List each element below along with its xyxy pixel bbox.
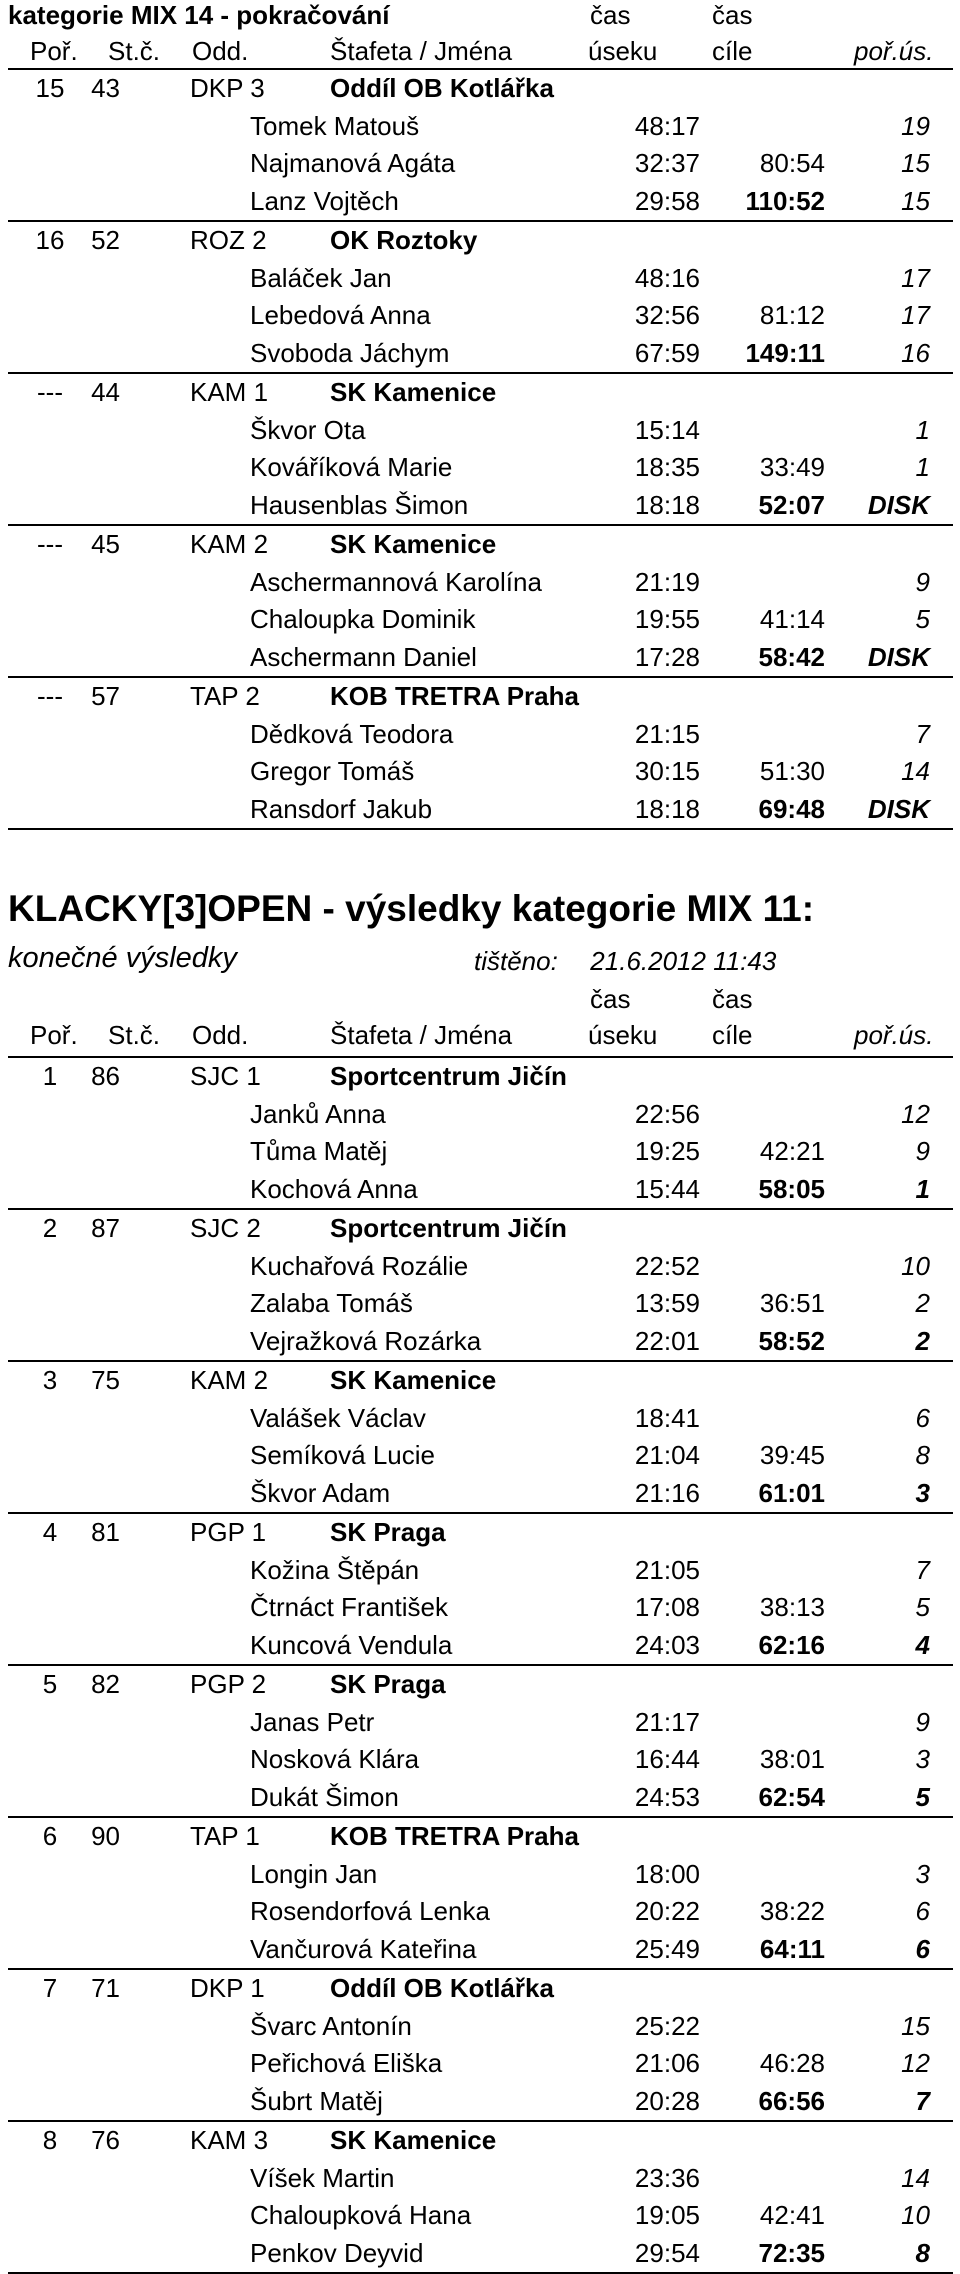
member-name: Dukát Šimon xyxy=(250,1781,399,1812)
header-cas-split: čas xyxy=(590,0,631,30)
header-cile: cíle xyxy=(712,1020,753,1050)
member-name: Chaloupka Dominik xyxy=(250,604,476,634)
member-finish-time: 58:52 xyxy=(758,1325,825,1356)
member-split-time: 32:37 xyxy=(634,148,700,178)
team-row xyxy=(0,1362,960,1400)
member-finish-time: 66:56 xyxy=(758,2085,825,2116)
team-start-number: 87 xyxy=(91,1213,120,1243)
member-leg-rank: 8 xyxy=(915,1440,930,1470)
member-split-time: 13:59 xyxy=(634,1288,700,1318)
team-place: 8 xyxy=(42,2125,58,2155)
table-bottom-rule xyxy=(8,828,953,830)
page-subtitle: konečné výsledky xyxy=(8,942,237,974)
member-row xyxy=(0,449,960,487)
member-finish-time: 51:30 xyxy=(759,756,825,786)
team-club-name: Oddíl OB Kotlářka xyxy=(330,1973,554,2003)
team-club-code: KAM 3 xyxy=(190,2125,269,2155)
member-name: Čtrnáct František xyxy=(250,1592,448,1622)
header-cas-finish: čas xyxy=(712,0,753,30)
member-finish-time: 52:07 xyxy=(758,489,825,520)
member-split-time: 22:56 xyxy=(634,1098,700,1129)
team-start-number: 90 xyxy=(91,1821,120,1851)
member-row xyxy=(0,1893,960,1931)
member-split-time: 29:54 xyxy=(634,2237,700,2268)
member-name: Janas Petr xyxy=(250,1706,375,1737)
member-name: Chaloupková Hana xyxy=(250,2200,472,2230)
member-row xyxy=(0,2197,960,2235)
member-name: Hausenblas Šimon xyxy=(250,489,469,520)
member-split-time: 21:04 xyxy=(634,1440,700,1470)
team-place: 1 xyxy=(42,1061,58,1091)
member-name: Penkov Deyvid xyxy=(250,2237,424,2268)
team-row xyxy=(0,2122,960,2160)
team-club-name: KOB TRETRA Praha xyxy=(330,681,579,711)
member-leg-rank: 7 xyxy=(915,1554,930,1585)
member-finish-time: 38:13 xyxy=(759,1592,825,1622)
member-row xyxy=(0,1171,960,1209)
member-finish-time: 38:22 xyxy=(759,1896,825,1926)
member-split-time: 18:41 xyxy=(634,1402,700,1433)
team-start-number: 71 xyxy=(91,1973,120,2003)
member-leg-rank: 12 xyxy=(901,1098,930,1129)
team-place: 4 xyxy=(42,1517,58,1547)
member-row xyxy=(0,1741,960,1779)
member-split-time: 18:18 xyxy=(634,489,700,520)
section-title: kategorie MIX 14 - pokračování xyxy=(8,0,390,30)
member-leg-rank: 17 xyxy=(901,300,930,330)
member-row xyxy=(0,2160,960,2198)
team-row xyxy=(0,1666,960,1704)
member-split-time: 29:58 xyxy=(634,185,700,216)
member-row xyxy=(0,2008,960,2046)
team-club-code: PGP 1 xyxy=(190,1517,267,1547)
member-row xyxy=(0,183,960,221)
member-name: Tomek Matouš xyxy=(250,110,420,141)
member-finish-time: 41:14 xyxy=(759,604,825,634)
member-leg-rank: 12 xyxy=(901,2048,930,2078)
member-split-time: 21:06 xyxy=(634,2048,700,2078)
member-leg-rank: 19 xyxy=(901,110,930,141)
member-leg-rank: 9 xyxy=(915,1706,930,1737)
member-split-time: 25:22 xyxy=(634,2010,700,2041)
member-split-time: 21:05 xyxy=(634,1554,700,1585)
member-row xyxy=(0,2045,960,2083)
member-leg-rank: DISK xyxy=(867,489,930,520)
member-row xyxy=(0,297,960,335)
member-leg-rank: 15 xyxy=(901,2010,930,2041)
member-finish-time: 110:52 xyxy=(745,185,825,216)
member-name: Švarc Antonín xyxy=(250,2010,412,2041)
member-name: Aschermann Daniel xyxy=(250,641,477,672)
printed-date: 21.6.2012 11:43 xyxy=(590,946,777,976)
member-leg-rank: 2 xyxy=(915,1325,930,1356)
header-start-number: St.č. xyxy=(108,36,161,66)
member-leg-rank: 6 xyxy=(915,1933,930,1964)
member-name: Tůma Matěj xyxy=(250,1136,388,1166)
team-row xyxy=(0,1818,960,1856)
printed-label: tištěno: xyxy=(474,946,558,976)
member-name: Škvor Adam xyxy=(250,1477,391,1508)
member-leg-rank: DISK xyxy=(867,793,930,824)
member-name: Baláček Jan xyxy=(250,262,392,293)
page-title: KLACKY[3]OPEN - výsledky kategorie MIX 11: xyxy=(8,888,815,929)
member-row xyxy=(0,1096,960,1134)
team-club-name: SK Kamenice xyxy=(330,529,497,559)
member-split-time: 20:28 xyxy=(634,2085,700,2116)
header-stafeta: Štafeta / Jména xyxy=(330,1020,513,1050)
member-leg-rank: 3 xyxy=(915,1858,930,1889)
member-row xyxy=(0,2083,960,2121)
team-place: 7 xyxy=(42,1973,58,2003)
member-split-time: 67:59 xyxy=(634,337,700,368)
team-row xyxy=(0,526,960,564)
team-club-code: SJC 2 xyxy=(190,1213,261,1243)
team-row xyxy=(0,374,960,412)
member-finish-time: 62:54 xyxy=(758,1781,825,1812)
member-finish-time: 46:28 xyxy=(759,2048,825,2078)
team-club-code: ROZ 2 xyxy=(190,225,267,255)
member-split-time: 32:56 xyxy=(634,300,700,330)
member-leg-rank: 4 xyxy=(915,1629,930,1660)
member-leg-rank: 1 xyxy=(915,1173,930,1204)
member-finish-time: 61:01 xyxy=(758,1477,825,1508)
member-row xyxy=(0,145,960,183)
team-club-name: Sportcentrum Jičín xyxy=(330,1061,567,1091)
header-cile: cíle xyxy=(712,36,753,66)
team-club-code: TAP 2 xyxy=(190,681,260,711)
team-place: 15 xyxy=(35,73,65,103)
member-split-time: 21:15 xyxy=(634,718,700,749)
member-row xyxy=(0,753,960,791)
member-split-time: 20:22 xyxy=(634,1896,700,1926)
member-row xyxy=(0,639,960,677)
member-name: Kožina Štěpán xyxy=(250,1554,420,1585)
header-poradi-useku: poř.ús. xyxy=(854,36,934,66)
team-start-number: 81 xyxy=(91,1517,120,1547)
member-row xyxy=(0,1704,960,1742)
member-name: Kuchařová Rozálie xyxy=(250,1250,469,1281)
header-start-number: St.č. xyxy=(108,1020,161,1050)
results-table xyxy=(0,68,960,830)
team-place: 5 xyxy=(42,1669,58,1699)
member-split-time: 24:53 xyxy=(634,1781,700,1812)
team-start-number: 75 xyxy=(91,1365,120,1395)
member-split-time: 19:25 xyxy=(634,1136,700,1166)
member-split-time: 21:16 xyxy=(634,1477,700,1508)
member-split-time: 18:35 xyxy=(634,452,700,482)
member-leg-rank: 2 xyxy=(915,1288,930,1318)
member-row xyxy=(0,1856,960,1894)
team-club-name: OK Roztoky xyxy=(330,225,478,255)
member-row xyxy=(0,564,960,602)
member-name: Vančurová Kateřina xyxy=(250,1933,477,1964)
member-name: Lanz Vojtěch xyxy=(250,185,399,216)
member-split-time: 24:03 xyxy=(634,1629,700,1660)
member-leg-rank: 1 xyxy=(915,414,930,445)
member-split-time: 23:36 xyxy=(634,2162,700,2193)
member-leg-rank: 10 xyxy=(901,1250,930,1281)
member-row xyxy=(0,1779,960,1817)
member-split-time: 25:49 xyxy=(634,1933,700,1964)
team-row xyxy=(0,1058,960,1096)
team-place: --- xyxy=(37,529,63,559)
member-row xyxy=(0,2235,960,2273)
member-name: Nosková Klára xyxy=(250,1744,420,1774)
member-row xyxy=(0,1323,960,1361)
team-start-number: 45 xyxy=(91,529,120,559)
member-finish-time: 42:41 xyxy=(759,2200,825,2230)
member-row xyxy=(0,1475,960,1513)
header-oddil: Odd. xyxy=(192,36,249,66)
results-table xyxy=(0,1056,960,2274)
member-split-time: 48:17 xyxy=(634,110,700,141)
team-club-code: TAP 1 xyxy=(190,1821,260,1851)
header-useku: úseku xyxy=(588,1020,658,1050)
header-oddil: Odd. xyxy=(192,1020,249,1050)
member-finish-time: 80:54 xyxy=(759,148,825,178)
member-leg-rank: 16 xyxy=(901,337,930,368)
team-club-name: SK Kamenice xyxy=(330,2125,497,2155)
member-row xyxy=(0,1931,960,1969)
member-split-time: 22:52 xyxy=(634,1250,700,1281)
member-finish-time: 58:05 xyxy=(758,1173,825,1204)
team-club-name: SK Kamenice xyxy=(330,377,497,407)
member-name: Aschermannová Karolína xyxy=(250,566,542,597)
team-place: 6 xyxy=(42,1821,58,1851)
team-club-code: KAM 2 xyxy=(190,1365,269,1395)
header-cas-finish: čas xyxy=(712,984,753,1014)
member-name: Lebedová Anna xyxy=(250,300,431,330)
member-leg-rank: 17 xyxy=(901,262,930,293)
member-finish-time: 39:45 xyxy=(759,1440,825,1470)
member-row xyxy=(0,1400,960,1438)
member-split-time: 21:19 xyxy=(634,566,700,597)
team-club-code: DKP 1 xyxy=(190,1973,265,2003)
member-row xyxy=(0,412,960,450)
member-split-time: 16:44 xyxy=(634,1744,700,1774)
member-finish-time: 149:11 xyxy=(745,337,825,368)
member-name: Ransdorf Jakub xyxy=(250,793,433,824)
member-split-time: 17:08 xyxy=(634,1592,700,1622)
team-row xyxy=(0,222,960,260)
member-split-time: 19:55 xyxy=(634,604,700,634)
member-split-time: 17:28 xyxy=(634,641,700,672)
member-finish-time: 38:01 xyxy=(759,1744,825,1774)
member-finish-time: 36:51 xyxy=(759,1288,825,1318)
member-finish-time: 62:16 xyxy=(758,1629,825,1660)
team-club-name: SK Praga xyxy=(330,1669,446,1699)
header-stafeta: Štafeta / Jména xyxy=(330,36,513,66)
member-name: Vejražková Rozárka xyxy=(250,1325,482,1356)
team-row xyxy=(0,1514,960,1552)
member-row xyxy=(0,716,960,754)
member-row xyxy=(0,1552,960,1590)
member-leg-rank: 15 xyxy=(901,148,930,178)
team-club-code: DKP 3 xyxy=(190,73,265,103)
member-leg-rank: 5 xyxy=(915,604,930,634)
printed-timestamp xyxy=(474,946,776,977)
team-start-number: 44 xyxy=(91,377,120,407)
team-start-number: 86 xyxy=(91,1061,120,1091)
member-row xyxy=(0,1627,960,1665)
header-cas-split: čas xyxy=(590,984,631,1014)
member-name: Semíková Lucie xyxy=(250,1440,435,1470)
member-name: Rosendorfová Lenka xyxy=(250,1896,490,1926)
member-name: Longin Jan xyxy=(250,1858,378,1889)
member-row xyxy=(0,791,960,829)
header-poradi-useku: poř.ús. xyxy=(854,1020,934,1050)
team-start-number: 82 xyxy=(91,1669,120,1699)
member-name: Kováříková Marie xyxy=(250,452,453,482)
member-row xyxy=(0,108,960,146)
team-row xyxy=(0,1970,960,2008)
member-finish-time: 64:11 xyxy=(759,1933,825,1964)
member-row xyxy=(0,260,960,298)
member-name: Kochová Anna xyxy=(250,1173,418,1204)
member-row xyxy=(0,1248,960,1286)
member-leg-rank: 14 xyxy=(901,2162,930,2193)
team-row xyxy=(0,678,960,716)
member-finish-time: 42:21 xyxy=(759,1136,825,1166)
member-leg-rank: 15 xyxy=(901,185,930,216)
member-leg-rank: 9 xyxy=(915,566,930,597)
team-place: 16 xyxy=(35,225,65,255)
team-start-number: 52 xyxy=(91,225,120,255)
member-split-time: 22:01 xyxy=(634,1325,700,1356)
member-name: Svoboda Jáchym xyxy=(250,337,450,368)
member-finish-time: 33:49 xyxy=(759,452,825,482)
header-useku: úseku xyxy=(588,36,658,66)
member-leg-rank: 1 xyxy=(915,452,930,482)
member-name: Valášek Václav xyxy=(250,1402,426,1433)
member-finish-time: 69:48 xyxy=(758,793,825,824)
member-leg-rank: 3 xyxy=(915,1744,930,1774)
member-name: Zalaba Tomáš xyxy=(250,1288,413,1318)
member-row xyxy=(0,487,960,525)
member-split-time: 18:18 xyxy=(634,793,700,824)
team-club-code: KAM 1 xyxy=(190,377,269,407)
member-split-time: 48:16 xyxy=(634,262,700,293)
member-leg-rank: 3 xyxy=(915,1477,930,1508)
team-start-number: 76 xyxy=(91,2125,120,2155)
member-row xyxy=(0,1133,960,1171)
member-name: Janků Anna xyxy=(250,1098,386,1129)
team-row xyxy=(0,1210,960,1248)
team-club-name: SK Praga xyxy=(330,1517,446,1547)
member-name: Kuncová Vendula xyxy=(250,1629,453,1660)
member-split-time: 15:14 xyxy=(634,414,700,445)
team-club-name: Sportcentrum Jičín xyxy=(330,1213,567,1243)
team-club-code: KAM 2 xyxy=(190,529,269,559)
member-leg-rank: 14 xyxy=(901,756,930,786)
member-leg-rank: DISK xyxy=(867,641,930,672)
member-row xyxy=(0,1437,960,1475)
member-leg-rank: 5 xyxy=(915,1781,930,1812)
member-finish-time: 58:42 xyxy=(758,641,825,672)
member-leg-rank: 6 xyxy=(915,1402,930,1433)
team-place: 2 xyxy=(42,1213,58,1243)
member-split-time: 18:00 xyxy=(634,1858,700,1889)
team-row xyxy=(0,70,960,108)
team-place: --- xyxy=(37,377,63,407)
member-row xyxy=(0,601,960,639)
member-leg-rank: 8 xyxy=(915,2237,930,2268)
member-name: Škvor Ota xyxy=(250,414,366,445)
member-name: Dědková Teodora xyxy=(250,718,454,749)
team-club-name: Oddíl OB Kotlářka xyxy=(330,73,554,103)
member-name: Najmanová Agáta xyxy=(250,148,456,178)
member-name: Víšek Martin xyxy=(250,2162,395,2193)
header-poradi: Poř. xyxy=(30,1020,78,1050)
member-name: Gregor Tomáš xyxy=(250,756,415,786)
member-leg-rank: 10 xyxy=(901,2200,930,2230)
member-split-time: 21:17 xyxy=(634,1706,700,1737)
member-leg-rank: 9 xyxy=(915,1136,930,1166)
team-place: --- xyxy=(37,681,63,711)
member-leg-rank: 7 xyxy=(915,718,930,749)
member-split-time: 19:05 xyxy=(634,2200,700,2230)
member-leg-rank: 7 xyxy=(915,2085,930,2116)
member-name: Peřichová Eliška xyxy=(250,2048,443,2078)
team-club-name: SK Kamenice xyxy=(330,1365,497,1395)
header-poradi: Poř. xyxy=(30,36,78,66)
member-split-time: 15:44 xyxy=(634,1173,700,1204)
member-leg-rank: 6 xyxy=(915,1896,930,1926)
member-row xyxy=(0,1589,960,1627)
member-row xyxy=(0,1285,960,1323)
member-row xyxy=(0,335,960,373)
team-club-code: SJC 1 xyxy=(190,1061,261,1091)
team-start-number: 43 xyxy=(91,73,120,103)
member-split-time: 30:15 xyxy=(634,756,700,786)
member-finish-time: 81:12 xyxy=(759,300,825,330)
member-name: Šubrt Matěj xyxy=(250,2085,383,2116)
team-start-number: 57 xyxy=(91,681,120,711)
member-finish-time: 72:35 xyxy=(758,2237,825,2268)
team-place: 3 xyxy=(42,1365,58,1395)
member-leg-rank: 5 xyxy=(915,1592,930,1622)
team-club-code: PGP 2 xyxy=(190,1669,267,1699)
team-club-name: KOB TRETRA Praha xyxy=(330,1821,579,1851)
